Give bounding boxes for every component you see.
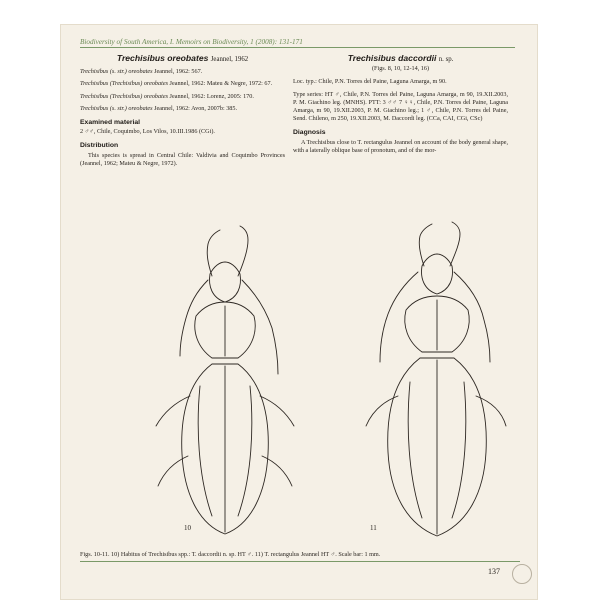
synonymy-entry	[80, 68, 285, 76]
synonym-citation: Jeannel, 1962: 567.	[154, 68, 203, 76]
right-species-suffix: n. sp.	[438, 56, 454, 63]
beetle-drawings	[80, 206, 520, 548]
right-species-name: Trechisibus daccordii	[347, 53, 437, 63]
diagnosis-heading: Diagnosis	[293, 129, 326, 137]
synonymy-list	[80, 68, 285, 113]
left-species-name: Trechisibus oreobates	[116, 53, 209, 63]
left-species-authority: Jeannel, 1962	[210, 56, 249, 63]
synonym-citation: Jeannel, 1962: Mateu & Negre, 1972: 67.	[169, 80, 273, 88]
page-number: 137	[488, 567, 500, 576]
running-head: Biodiversity of South America, I. Memoirs on Biodiversity, 1 (2008): 131-171	[80, 38, 303, 46]
examined-heading: Examined material	[80, 119, 141, 127]
examined-text: 2 ♂♂, Chile, Coquimbo, Los Vilos, 10.III.1986 (CGi).	[80, 128, 215, 136]
figure-caption: Figs. 10-11. 10) Habitus of Trechisibus spp.: T. daccordii n. sp. HT ♂. 11) T. rectangulus Jeannel HT ♂. Scale bar: 1 mm.	[80, 551, 381, 558]
synonym-name: Trechisibus (s. str.) oreobates	[80, 104, 153, 112]
distribution-text: This species is spread in Central Chile: Valdivia and Coquimbo Provinces (Jeannel, 1962; Mateu & Negre, 1972).	[80, 151, 285, 167]
type-series: Type series: HT ♂, Chile, P.N. Torres del Paine, Laguna Amarga, m 90, 19.XII.2003, P. M. Giachino leg. (MNHS). PTT: 3 ♂♂ 7 ♀♀, Chile, P.N. Torres del Paine, Laguna Amarga, m 90, 19.XII.2003, P. M. Giachino leg.; 1 ♂, Chile, P.N. Torres del Paine, Send. Chileno, m 250, 19.XII.2003, M. Daccordi leg. (CCa, CAI, CGi, CSc)	[293, 90, 508, 123]
synonymy-entry	[80, 105, 285, 113]
journal-page	[60, 24, 538, 600]
beetle-10-drawing	[156, 226, 294, 534]
left-species-title	[80, 54, 285, 64]
synonym-name: Trechisibus (s. str.) oreobates	[80, 68, 153, 76]
synonymy-entry	[80, 93, 285, 101]
synonymy-entry	[80, 80, 285, 88]
beetle-11-drawing	[366, 222, 506, 536]
habitus-figure	[80, 206, 520, 548]
synonym-citation: Jeannel, 1962: Avon, 2007b: 385.	[154, 104, 238, 112]
footer-rule	[80, 561, 520, 562]
figure-label-11: 11	[370, 524, 377, 532]
synonym-name: Trechisibus (Trechisibus) oreobates	[80, 92, 168, 100]
figure-label-10: 10	[184, 524, 191, 532]
header-rule	[80, 47, 515, 48]
diagnosis-text: A Trechisibus close to T. rectangulus Jeannel on account of the body general shape, with a laterally oblique base of pronotum, and of the mor-	[293, 138, 508, 154]
right-species-title	[293, 54, 508, 64]
synonym-name: Trechisibus (Trechisibus) oreobates	[80, 80, 168, 88]
synonym-citation: Jeannel, 1962: Lorenz, 2005: 170.	[169, 92, 254, 100]
library-stamp-icon	[512, 564, 532, 584]
right-column	[293, 54, 508, 159]
distribution-heading: Distribution	[80, 142, 119, 150]
figure-reference: (Figs. 8, 10, 12-14, 16)	[371, 65, 430, 73]
left-column	[80, 54, 285, 172]
locus-typicus: Loc. typ.: Chile, P.N. Torres del Paine, Laguna Amarga, m 90.	[293, 78, 447, 86]
